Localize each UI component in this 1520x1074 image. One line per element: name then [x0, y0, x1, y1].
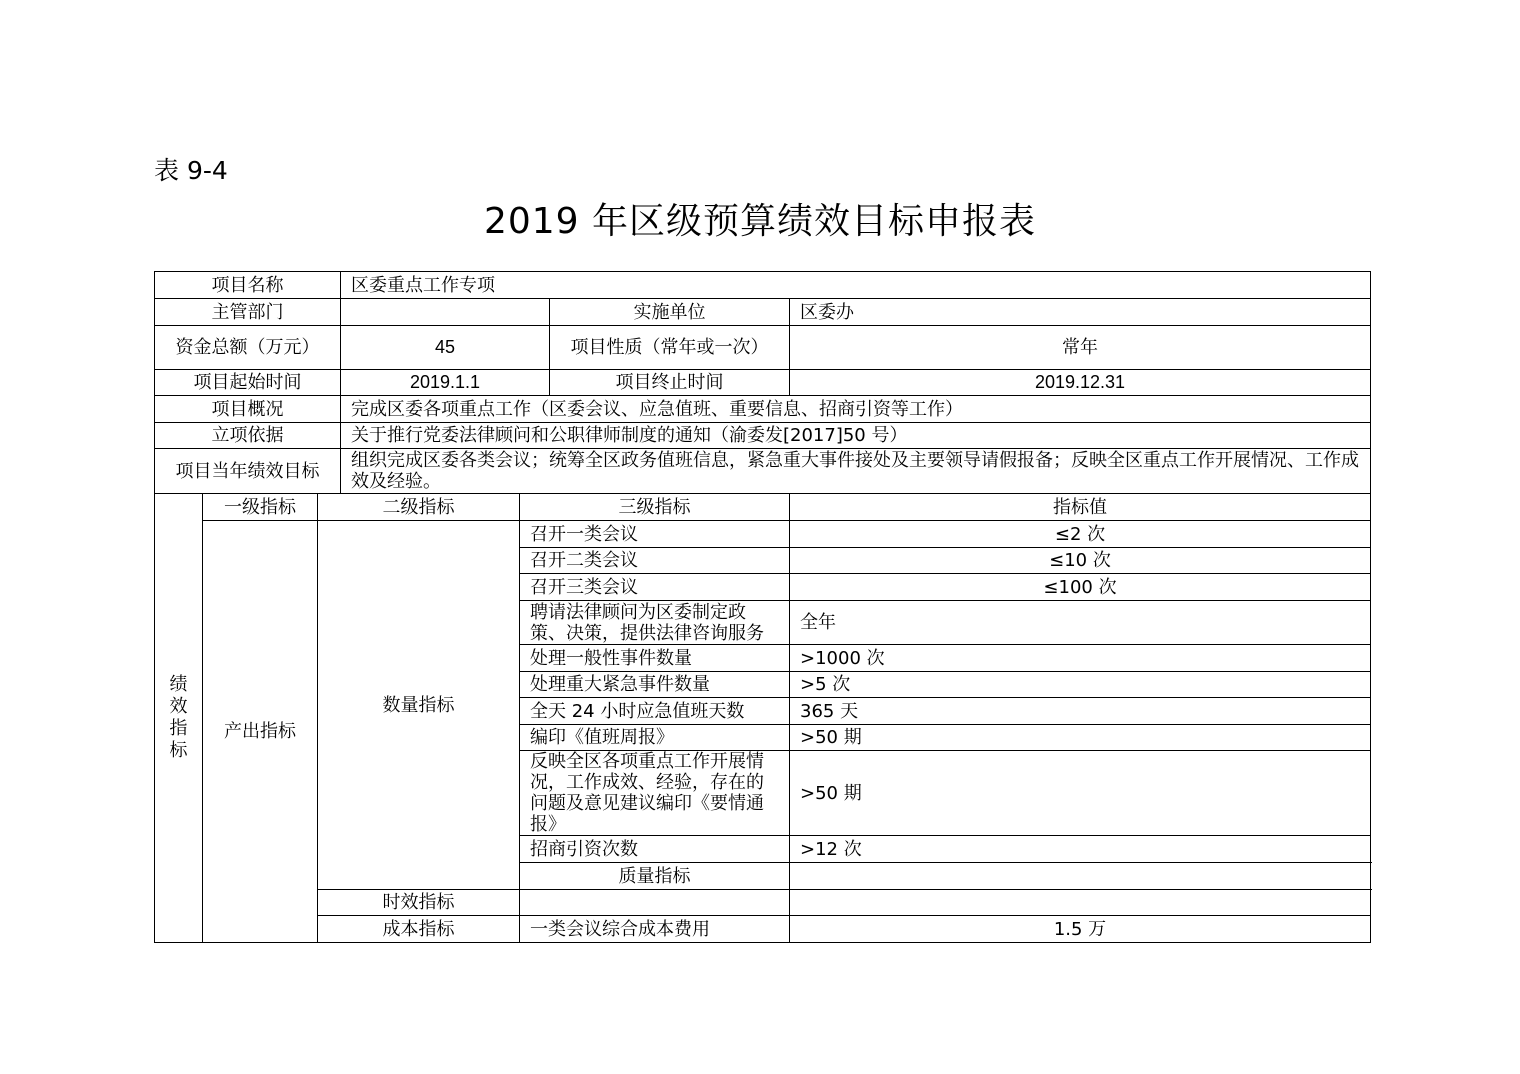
row-cost — [155, 916, 1371, 943]
overview-value: 完成区委各项重点工作（区委会议、应急值班、重要信息、招商引资等工作） — [341, 396, 1371, 423]
row-period — [155, 370, 1371, 396]
indicator-value: ≤2 次 — [790, 521, 1371, 548]
row-timeliness — [155, 890, 1371, 916]
indicator-name: 召开一类会议 — [520, 521, 790, 548]
timeliness-indicator-label: 时效指标 — [318, 890, 520, 916]
header-level2: 二级指标 — [318, 494, 520, 521]
indicator-name: 召开三类会议 — [520, 574, 790, 601]
indicator-value: >1000 次 — [790, 645, 1371, 672]
annual-goal-label: 项目当年绩效目标 — [155, 449, 341, 494]
row-overview — [155, 396, 1371, 423]
start-time-label: 项目起始时间 — [155, 370, 341, 396]
indicator-value: ≤10 次 — [790, 548, 1371, 574]
header-level1: 一级指标 — [203, 494, 318, 521]
basis-label: 立项依据 — [155, 423, 341, 449]
department-label: 主管部门 — [155, 299, 341, 326]
end-time-value: 2019.12.31 — [790, 370, 1371, 396]
indicator-name: 聘请法律顾问为区委制定政策、决策，提供法律咨询服务 — [520, 601, 790, 645]
indicator-name: 反映全区各项重点工作开展情况，工作成效、经验，存在的问题及意见建议编印《要情通报》 — [520, 751, 790, 836]
indicator-name: 全天 24 小时应急值班天数 — [520, 698, 790, 725]
indicator-name: 招商引资次数 — [520, 836, 790, 863]
indicator-value: ≤100 次 — [790, 574, 1371, 601]
row-annual-goal — [155, 449, 1371, 494]
row-basis — [155, 423, 1371, 449]
indicator-name: 召开二类会议 — [520, 548, 790, 574]
row-fund — [155, 326, 1371, 370]
indicator-name: 处理一般性事件数量 — [520, 645, 790, 672]
output-indicator-label: 产出指标 — [203, 521, 318, 943]
implementing-unit-label: 实施单位 — [550, 299, 790, 326]
budget-performance-table — [154, 271, 1371, 943]
fund-total-label: 资金总额（万元） — [155, 326, 341, 370]
quality-indicator-name — [790, 863, 1371, 890]
quality-indicator-label: 质量指标 — [520, 863, 790, 890]
quantity-indicator-label: 数量指标 — [318, 521, 520, 890]
overview-label: 项目概况 — [155, 396, 341, 423]
project-name-value: 区委重点工作专项 — [341, 272, 1371, 299]
indicator-value: >5 次 — [790, 672, 1371, 698]
indicator-name: 处理重大紧急事件数量 — [520, 672, 790, 698]
header-value: 指标值 — [790, 494, 1371, 521]
cost-indicator-name: 一类会议综合成本费用 — [520, 916, 790, 943]
cost-indicator-label: 成本指标 — [318, 916, 520, 943]
indicator-value: >50 期 — [790, 725, 1371, 751]
table-number: 表 9-4 — [154, 156, 228, 185]
indicator-name: 编印《值班周报》 — [520, 725, 790, 751]
indicator-value: >50 期 — [790, 751, 1371, 836]
row-project-name — [155, 272, 1371, 299]
basis-value: 关于推行党委法律顾问和公职律师制度的通知（渝委发[2017]50 号） — [341, 423, 1371, 449]
indicator-value: >12 次 — [790, 836, 1371, 863]
project-nature-value: 常年 — [790, 326, 1371, 370]
annual-goal-value: 组织完成区委各类会议；统筹全区政务值班信息，紧急重大事件接处及主要领导请假报备；反映全区重点工作开展情况、工作成效及经验。 — [341, 449, 1371, 494]
indicator-value: 全年 — [790, 601, 1371, 645]
project-nature-label: 项目性质（常年或一次） — [550, 326, 790, 370]
performance-indicators-label: 绩效指标 — [155, 494, 203, 943]
start-time-value: 2019.1.1 — [341, 370, 550, 396]
end-time-label: 项目终止时间 — [550, 370, 790, 396]
row-indicator-headers — [155, 494, 1371, 521]
row-department — [155, 299, 1371, 326]
timeliness-indicator-value — [790, 890, 1371, 916]
implementing-unit-value: 区委办 — [790, 299, 1371, 326]
table-row — [155, 521, 1371, 548]
document-title: 2019 年区级预算绩效目标申报表 — [483, 201, 1037, 242]
fund-total-value: 45 — [341, 326, 550, 370]
department-value — [341, 299, 550, 326]
indicator-value: 365 天 — [790, 698, 1371, 725]
cost-indicator-value: 1.5 万 — [790, 916, 1371, 943]
timeliness-indicator-name — [520, 890, 790, 916]
project-name-label: 项目名称 — [155, 272, 341, 299]
header-level3: 三级指标 — [520, 494, 790, 521]
